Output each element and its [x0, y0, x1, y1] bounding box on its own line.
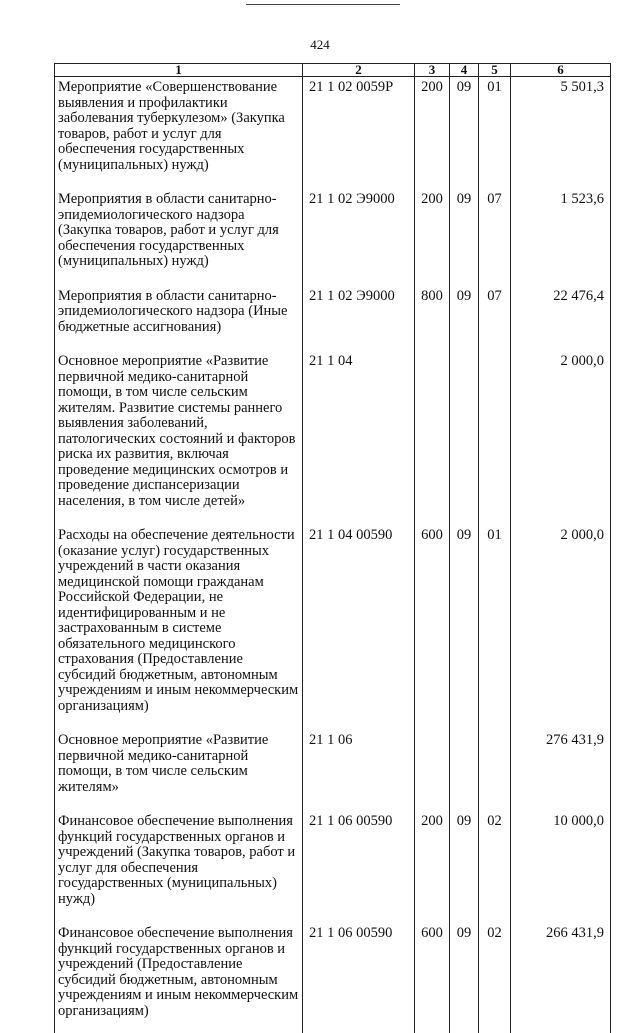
- table-row: [55, 525, 611, 730]
- row-amount: 276 431,9: [511, 730, 611, 811]
- table-row: [55, 189, 611, 286]
- row-vr: 600: [415, 525, 450, 730]
- row-code: 21 1 04 00590: [303, 525, 415, 730]
- table-row: [55, 77, 611, 190]
- row-name: Мероприятия в области санитарно-эпидемиологического надзора (Иные бюджетные ассигнования): [55, 286, 303, 352]
- row-code: 21 1 04: [303, 351, 415, 525]
- row-vr: 200: [415, 811, 450, 923]
- row-pr: [479, 730, 511, 811]
- table-row: [55, 923, 611, 1033]
- row-pr: 07: [479, 189, 511, 286]
- header-col-6: 6: [511, 64, 611, 77]
- row-code: 21 1 06: [303, 730, 415, 811]
- budget-table: [54, 63, 611, 1033]
- row-amount: 2 000,0: [511, 525, 611, 730]
- row-name: Основное мероприятие «Развитие первичной медико-санитарной помощи, в том числе сельским жителям»: [55, 730, 303, 811]
- row-pr: [479, 351, 511, 525]
- row-pr: 01: [479, 525, 511, 730]
- row-amount: 10 000,0: [511, 811, 611, 923]
- row-name: Мероприятие «Совершенствование выявления и профилактики заболевания туберкулезом» (Закупка товаров, работ и услуг для обеспечения государственных (муниципальных) нужд): [55, 77, 303, 190]
- table-row: [55, 351, 611, 525]
- row-name: Финансовое обеспечение выполнения функций государственных органов и учреждений (Предоставление субсидий бюджетным, автономным учреждениям и иным некоммерческим организациям): [55, 923, 303, 1033]
- header-col-2: 2: [303, 64, 415, 77]
- row-vr: 200: [415, 189, 450, 286]
- row-rz: 09: [450, 923, 479, 1033]
- row-code: 21 1 06 00590: [303, 811, 415, 923]
- page-number: 424: [310, 37, 330, 52]
- table-row: [55, 286, 611, 352]
- row-rz: 09: [450, 77, 479, 190]
- table-row: [55, 730, 611, 811]
- table-row: [55, 811, 611, 923]
- row-amount: 22 476,4: [511, 286, 611, 352]
- row-rz: [450, 351, 479, 525]
- row-pr: 01: [479, 77, 511, 190]
- row-code: 21 1 06 00590: [303, 923, 415, 1033]
- row-rz: 09: [450, 811, 479, 923]
- row-name: Мероприятия в области санитарно-эпидемиологического надзора (Закупка товаров, работ и услуг для обеспечения государственных (муниципальных) нужд): [55, 189, 303, 286]
- row-amount: 266 431,9: [511, 923, 611, 1033]
- row-rz: [450, 730, 479, 811]
- row-code: 21 1 02 Э9000: [303, 286, 415, 352]
- row-amount: 1 523,6: [511, 189, 611, 286]
- row-vr: [415, 730, 450, 811]
- row-vr: 600: [415, 923, 450, 1033]
- row-vr: 800: [415, 286, 450, 352]
- row-rz: 09: [450, 286, 479, 352]
- row-pr: 02: [479, 923, 511, 1033]
- row-vr: [415, 351, 450, 525]
- header-col-3: 3: [415, 64, 450, 77]
- header-col-4: 4: [450, 64, 479, 77]
- row-name: Основное мероприятие «Развитие первичной медико-санитарной помощи, в том числе сельским жителям. Развитие системы раннего выявления заболеваний, патологических состояний и факторов риска их развития, включая проведение медицинских осмотров и проведение диспансеризации населения, в том числе детей»: [55, 351, 303, 525]
- row-code: 21 1 02 Э9000: [303, 189, 415, 286]
- row-pr: 07: [479, 286, 511, 352]
- row-rz: 09: [450, 525, 479, 730]
- row-name: Финансовое обеспечение выполнения функций государственных органов и учреждений (Закупка товаров, работ и услуг для обеспечения государственных (муниципальных) нужд): [55, 811, 303, 923]
- header-col-5: 5: [479, 64, 511, 77]
- row-vr: 200: [415, 77, 450, 190]
- row-rz: 09: [450, 189, 479, 286]
- row-amount: 2 000,0: [511, 351, 611, 525]
- row-code: 21 1 02 0059Р: [303, 77, 415, 190]
- row-name: Расходы на обеспечение деятельности (оказание услуг) государственных учреждений в части оказания медицинской помощи гражданам Российской Федерации, не идентифицированным и не застрахованным в системе обязательного медицинского страхования (Предоставление субсидий бюджетным, автономным учреждениям и иным некоммерческим организациям): [55, 525, 303, 730]
- top-rule: [246, 4, 400, 5]
- row-amount: 5 501,3: [511, 77, 611, 190]
- row-pr: 02: [479, 811, 511, 923]
- header-row: [55, 64, 611, 77]
- header-col-1: 1: [55, 64, 303, 77]
